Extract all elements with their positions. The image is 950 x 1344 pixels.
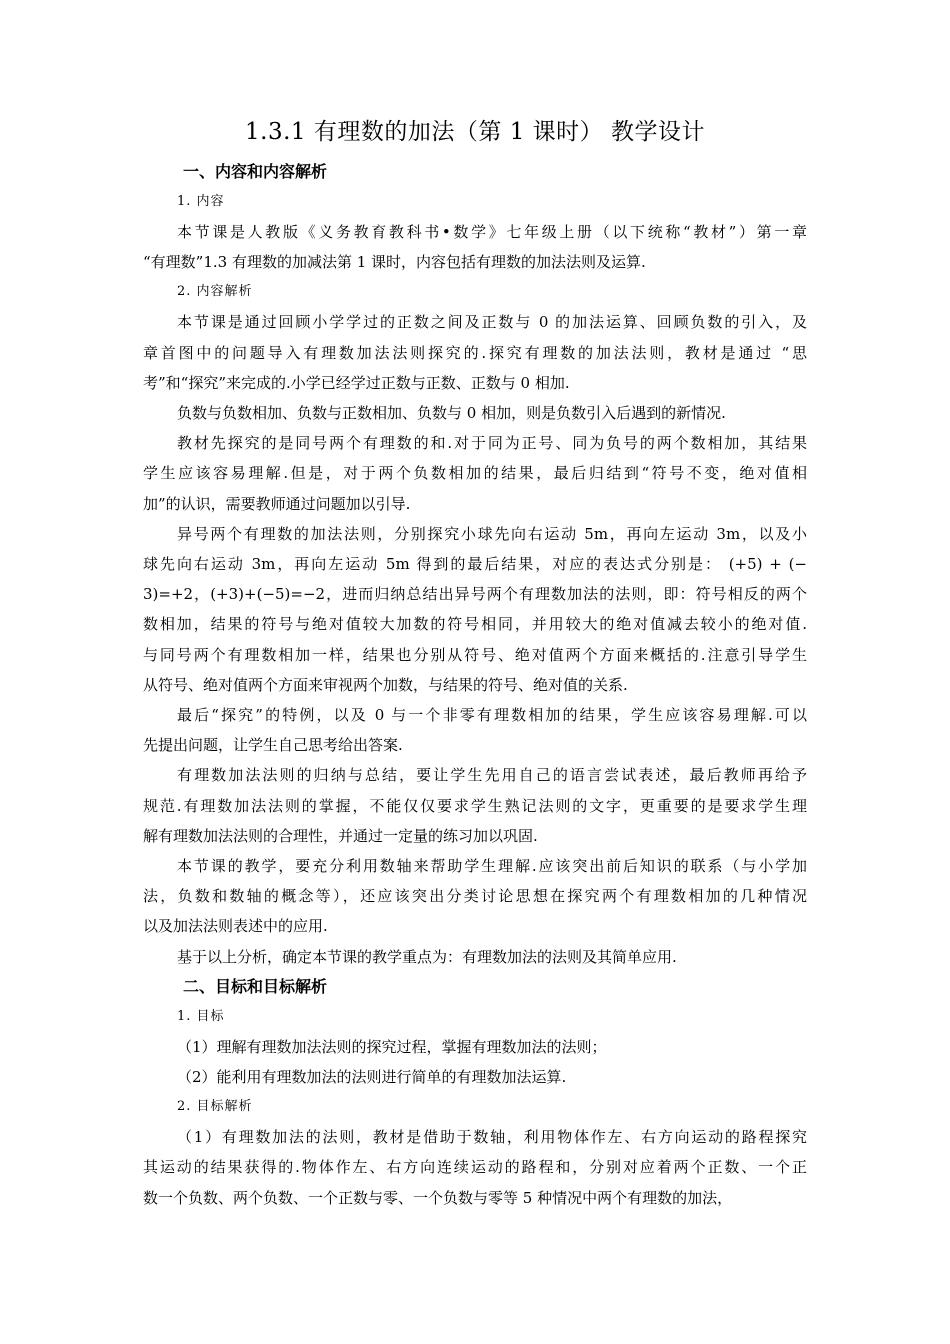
text-line: 本节课是人教版《义务教育教科书•数学》七年级上册（以下统称“教材”）第一章 [177, 223, 807, 241]
paragraph-analysis-3 [143, 428, 807, 519]
paragraph-analysis-5 [143, 700, 807, 760]
text-line: 章首图中的问题导入有理数加法法则探究的.探究有理数的加法法则，教材是通过 “思 [143, 343, 807, 362]
text-line: 加”的认识，需要教师通过问题加以引导. [143, 494, 411, 513]
text-line: 以及加法法则表述中的应用. [143, 917, 328, 936]
text-line: 基于以上分析，确定本节课的教学重点为：有理数加法的法则及其简单应用. [177, 947, 677, 966]
paragraph-analysis-7 [143, 851, 807, 942]
text-line: 球先向右运动 3m，再向左运动 5m 得到的最后结果，对应的表达式分别是： (+5) + (− [143, 555, 807, 574]
text-line: 3)=+2，(+3)+(−5)=−2，进而归纳总结出异号两个有理数加法的法则，即：符号相反的两个 [143, 585, 807, 604]
goal-item-2: （2）能利用有理数加法的法则进行简单的有理数加法运算. [177, 1068, 567, 1087]
text-line: 有理数加法法则的归纳与总结，要让学生先用自己的语言尝试表述，最后教师再给予 [177, 766, 807, 785]
text-line: 数一个负数、两个负数、一个正数与零、一个负数与零等 5 种情况中两个有理数的加法， [143, 1188, 733, 1207]
text-line: 负数与负数相加、负数与正数相加、负数与 0 相加，则是负数引入后遇到的新情况. [177, 404, 726, 423]
paragraph-goals-analysis-1 [143, 1122, 807, 1213]
text-line: 先提出问题，让学生自己思考给出答案. [143, 736, 403, 755]
text-line: 与同号两个有理数相加一样，结果也分别从符号、绝对值两个方面来概括的.注意引导学生 [143, 645, 807, 664]
text-line: 本节课的教学，要充分利用数轴来帮助学生理解.应该突出前后知识的联系（与小学加 [177, 857, 807, 876]
paragraph-content [143, 217, 807, 277]
text-line: 从符号、绝对值两个方面来审视两个加数，与结果的符号、绝对值的关系. [143, 675, 628, 694]
text-line: “有理数”1.3 有理数的加减法第 1 课时，内容包括有理数的加法法则及运算. [143, 253, 646, 272]
subheading-content-analysis: 2. 内容解析 [177, 284, 253, 300]
text-line: 其运动的结果获得的.物体作左、右方向连续运动的路程和，分别对应着两个正数、一个正 [143, 1158, 807, 1177]
document-page [143, 110, 807, 1213]
text-line: （1）有理数加法的法则，教材是借助于数轴，利用物体作左、右方向运动的路程探究 [177, 1128, 807, 1147]
text-line: 异号两个有理数的加法法则，分别探究小球先向右运动 5m，再向左运动 3m，以及小 [177, 524, 807, 543]
section-heading-goals: 二、目标和目标解析 [183, 976, 328, 996]
paragraph-analysis-1 [143, 307, 807, 398]
paragraph-analysis-8 [143, 942, 807, 972]
text-line: 学生应该容易理解.但是，对于两个负数相加的结果，最后归结到“符号不变，绝对值相 [143, 464, 807, 483]
paragraph-analysis-2 [143, 398, 807, 428]
subheading-goals-analysis: 2. 目标解析 [177, 1099, 253, 1115]
text-line: 法，负数和数轴的概念等），还应该突出分类讨论思想在探究两个有理数相加的几种情况 [143, 887, 807, 906]
goal-item-1: （1）理解有理数加法法则的探究过程，掌握有理数加法的法则； [177, 1037, 607, 1056]
section-heading-content: 一、内容和内容解析 [183, 162, 328, 181]
text-line: 教材先探究的是同号两个有理数的和.对于同为正号、同为负号的两个数相加，其结果 [177, 434, 807, 453]
subheading-content: 1. 内容 [177, 194, 225, 209]
text-line: 数相加，结果的符号与绝对值较大加数的符号相同，并用较大的绝对值减去较小的绝对值. [143, 615, 807, 634]
paragraph-analysis-4 [143, 519, 807, 700]
text-line: 本节课是通过回顾小学学过的正数之间及正数与 0 的加法运算、回顾负数的引入，及 [177, 313, 807, 332]
text-line: 规范.有理数加法法则的掌握，不能仅仅要求学生熟记法则的文字，更重要的是要求学生理 [143, 796, 807, 815]
paragraph-analysis-6 [143, 760, 807, 851]
subheading-goals: 1. 目标 [177, 1008, 225, 1024]
text-line: 考”和“探究”来完成的.小学已经学过正数与正数、正数与 0 相加. [143, 373, 570, 392]
text-line: 解有理数加法法则的合理性，并通过一定量的练习加以巩固. [143, 826, 538, 845]
document-title: 1.3.1 有理数的加法（第 1 课时） 教学设计 [245, 119, 705, 145]
text-line: 最后“探究”的特例，以及 0 与一个非零有理数相加的结果，学生应该容易理解.可以 [177, 706, 807, 725]
